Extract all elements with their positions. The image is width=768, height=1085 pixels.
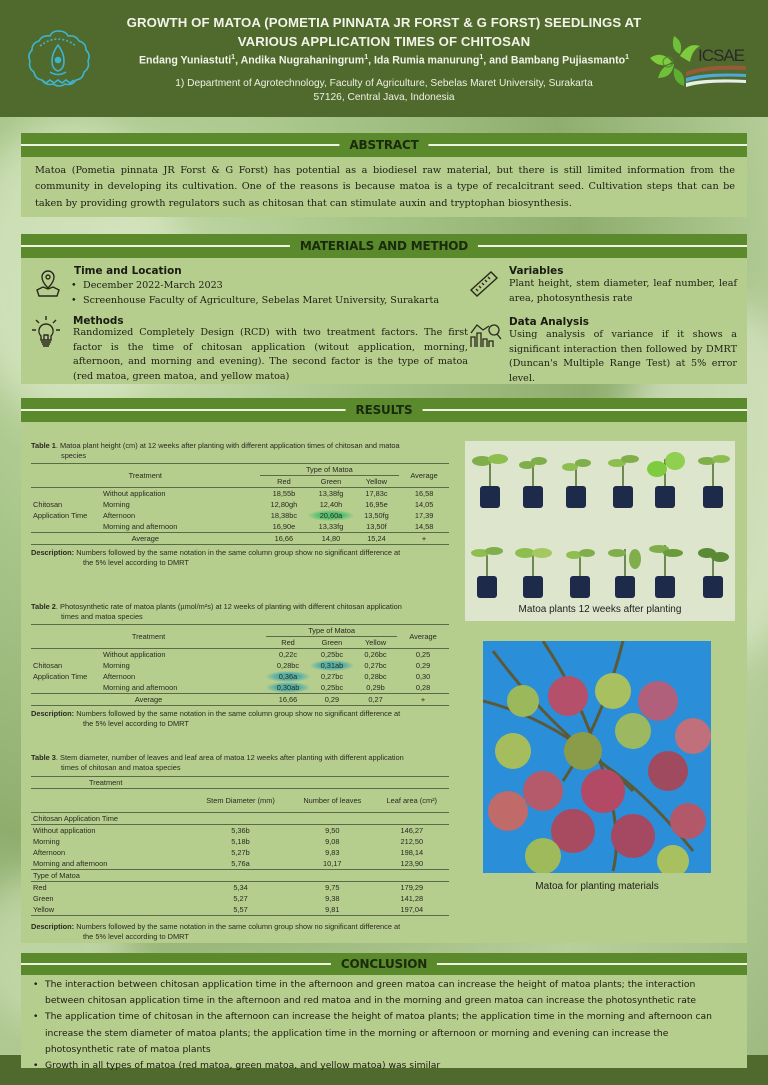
group-label: Chitosan Application Time: [33, 814, 119, 823]
caption-text: . Stem diameter, number of leaves and leaf area of matoa 12 weeks after planting with different application: [55, 753, 404, 762]
group-label-line: Chitosan: [33, 661, 63, 670]
group-label-line: Application Time: [33, 672, 88, 681]
photosynthetic-rate-table: [31, 624, 449, 706]
cell-average: 0,30: [415, 672, 431, 681]
header-yellow: Yellow: [365, 477, 387, 486]
row-label: Morning: [103, 661, 130, 670]
cell-average: 14,05: [414, 500, 434, 509]
cell-area: 197,04: [400, 905, 424, 914]
table-row: [31, 488, 449, 500]
cell-leaves: 9,75: [325, 883, 340, 892]
materials-heading: MATERIALS AND METHOD: [290, 236, 478, 256]
author-affiliation-mark: 1: [479, 54, 484, 61]
description-text: Numbers followed by the same notation in the same column group show no significant difference at: [76, 548, 401, 557]
abstract-text: Matoa (Pometia pinnata JR Forst & G Forst) has potential as a biodiesel raw material, but there is still limited information from the community in developing its cultivation. One of the reasons is because matoa is a type of recalcitrant seed. Cultivation steps that can be taken by providing growth regulators such as chitosan that can stimulate auxin and tryptophan biosynthesis.: [35, 165, 735, 209]
conclusion-list: [33, 977, 735, 1074]
analysis-title: Data Analysis: [509, 316, 589, 328]
cell-average: 0,29: [415, 661, 431, 670]
growth-parameters-table: [31, 776, 449, 916]
header-treatment: Treatment: [89, 778, 123, 787]
materials-section-bar: [21, 234, 747, 258]
fruit-photo-caption: Matoa for planting materials: [535, 881, 659, 892]
description-text-2: the 5% level according to DMRT: [83, 558, 189, 567]
caption-text-2: times of chitosan and matoa species: [61, 763, 181, 772]
table-label: Table 2: [31, 602, 56, 611]
table-1: [31, 441, 449, 568]
header-treatment: Treatment: [128, 471, 162, 480]
row-label: Average: [134, 695, 163, 704]
group-label: [31, 649, 101, 694]
cell-red: 12,80gh: [270, 500, 298, 509]
cell-red: 16,90e: [272, 522, 296, 531]
abstract-panel: [21, 133, 747, 217]
description-label: Description:: [31, 922, 75, 931]
cell-area: 146,27: [400, 826, 424, 835]
cell-green-highlighted: 20,60a: [308, 510, 353, 521]
cell-leaves: 10,17: [323, 859, 342, 868]
seedling-row-1: [472, 452, 730, 508]
cell-green: 0,25bc: [320, 683, 344, 692]
row-label: Morning and afternoon: [103, 522, 178, 531]
table-description: [31, 922, 449, 942]
table-label: Table 1: [31, 441, 56, 450]
caption-text: . Matoa plant height (cm) at 12 weeks after planting with different application times of chitosan and matoa: [55, 441, 400, 450]
poster-header: [0, 0, 768, 117]
methods-title: Methods: [73, 315, 124, 327]
cell-average: 17,39: [414, 511, 434, 520]
description-text-2: the 5% level according to DMRT: [83, 932, 189, 941]
group-label-line: Chitosan: [33, 500, 63, 509]
list-item: • The interaction between chitosan application time in the afternoon and green matoa can increase the height of matoa plants; the interaction between chitosan application time in the afternoon and red matoa and in the morning and green matoa can increase the photosynthetic rate: [33, 977, 735, 1009]
cell-green: 12,40h: [319, 500, 343, 509]
table-row: [31, 882, 449, 894]
table-group-row: [31, 870, 449, 882]
cell-stem: 5,76a: [231, 859, 250, 868]
header-red: Red: [281, 638, 295, 647]
row-label: Without application: [103, 489, 166, 498]
cell-leaves: 9,50: [325, 826, 340, 835]
cell-stem: 5,57: [233, 905, 248, 914]
table-header-row: [31, 625, 449, 637]
abstract-heading: ABSTRACT: [339, 135, 428, 155]
table-3: [31, 753, 449, 942]
results-heading: RESULTS: [346, 400, 423, 420]
table-header-row: [31, 789, 449, 813]
cell-green: 13,33fg: [318, 522, 344, 531]
time-location-list: [71, 279, 471, 308]
affiliation-line-1: 1) Department of Agrotechnology, Faculty of Agriculture, Sebelas Maret University, Surakarta: [175, 78, 593, 89]
description-label: Description:: [31, 548, 75, 557]
cell-leaves: 9,08: [325, 837, 340, 846]
variables-title: Variables: [509, 265, 564, 277]
map-pin-icon: [33, 268, 63, 298]
cell-red: 18,55b: [272, 489, 296, 498]
table-header-row: [31, 777, 449, 789]
table-row: [31, 858, 449, 870]
plant-height-table: [31, 463, 449, 545]
group-label: [31, 488, 101, 533]
table-row: [31, 904, 449, 916]
title-line-1: GROWTH OF MATOA (POMETIA PINNATA JR FORST & G FORST) SEEDLINGS AT: [126, 15, 642, 30]
poster-title: [100, 13, 668, 51]
separator: ,: [235, 54, 241, 67]
table-row: [31, 825, 449, 837]
list-item: • Screenhouse Faculty of Agriculture, Sebelas Maret University, Surakarta: [71, 294, 471, 309]
cell-average: +: [421, 534, 427, 543]
cell-red: 18,38bc: [270, 511, 298, 520]
row-label: Without application: [103, 650, 166, 659]
author-list: [100, 54, 668, 67]
table-average-row: [31, 533, 449, 545]
table-row: [31, 836, 449, 847]
conclusion-heading: CONCLUSION: [331, 954, 437, 974]
row-label: Morning and afternoon: [103, 683, 178, 692]
list-item: • December 2022-March 2023: [71, 279, 471, 294]
table-average-row: [31, 694, 449, 706]
cell-green: 13,38fg: [318, 489, 344, 498]
header-type-of-matoa: Type of Matoa: [266, 625, 397, 637]
description-text: Numbers followed by the same notation in the same column group show no significant difference at: [76, 709, 401, 718]
cell-green: 14,80: [321, 534, 341, 543]
cell-average: 14,58: [414, 522, 434, 531]
author: Andika Nugrahaningrum: [240, 54, 365, 67]
row-label: Afternoon: [103, 672, 136, 681]
cell-yellow: 0,29b: [366, 683, 385, 692]
cell-red: 0,22c: [278, 650, 298, 659]
list-item: • Growth in all types of matoa (red matoa, green matoa, and yellow matoa) was similar: [33, 1058, 735, 1074]
row-label: Afternoon: [33, 848, 66, 857]
analysis-text: Using analysis of variance if it shows a significant interaction then followed by DMRT (Duncan's Multiple Range Test) at 5% error level.: [509, 329, 737, 385]
description-label: Description:: [31, 709, 75, 718]
cell-average: 0,25: [415, 650, 431, 659]
description-text-2: the 5% level according to DMRT: [83, 719, 189, 728]
group-label: Type of Matoa: [33, 871, 80, 880]
cell-average: 0,28: [415, 683, 431, 692]
row-label: Yellow: [33, 905, 55, 914]
author-affiliation-mark: 1: [625, 54, 630, 61]
cell-red: 16,66: [278, 695, 298, 704]
cell-yellow: 15,24: [367, 534, 386, 543]
header-number-of-leaves: Number of leaves: [303, 796, 362, 805]
cell-green: 0,29: [324, 695, 340, 704]
header-average: Average: [409, 632, 437, 641]
table-row: [31, 893, 449, 904]
caption-text-2: times and matoa species: [61, 612, 143, 621]
cell-stem: 5,27b: [231, 848, 250, 857]
caption-text: . Photosynthetic rate of matoa plants (µmol/m²s) at 12 weeks of planting with different chitosan application: [55, 602, 402, 611]
header-type-of-matoa: Type of Matoa: [260, 464, 400, 476]
cell-area: 198,14: [400, 848, 424, 857]
variables-text: Plant height, stem diameter, leaf number, leaf area, photosynthesis rate: [509, 278, 737, 304]
abstract-section-bar: [21, 133, 747, 157]
author: Endang Yuniastuti: [138, 54, 232, 67]
table-2: [31, 602, 449, 729]
methods-text: Randomized Completely Design (RCD) with two treatment factors. The first factor is the time of chitosan application (witout application, morning, afternoon, and morning and evening). The second factor is the type of matoa (red matoa, green matoa, and yellow matoa): [73, 327, 468, 383]
separator: , and: [483, 54, 511, 67]
cell-red-highlighted: 0,30ab: [266, 682, 310, 694]
header-red: Red: [277, 477, 291, 486]
table-group-row: [31, 813, 449, 825]
cell-red-highlighted: 0,36a: [266, 671, 310, 682]
results-section-bar: [21, 398, 747, 422]
description-text: Numbers followed by the same notation in the same column group show no significant difference at: [76, 922, 401, 931]
affiliation-line-2: 57126, Central Java, Indonesia: [313, 92, 455, 103]
cell-red: 0,28bc: [276, 661, 300, 670]
header-yellow: Yellow: [364, 638, 387, 647]
table-header-row: [31, 464, 449, 476]
cell-yellow: 0,27: [368, 695, 383, 704]
seedling-pots-illustration: [465, 441, 735, 601]
table-caption: [31, 441, 449, 461]
author-affiliation-mark: 1: [231, 54, 236, 61]
seedlings-photo: [465, 441, 735, 621]
lightbulb-icon: [31, 314, 61, 350]
cell-area: 141,28: [400, 894, 424, 903]
cell-stem: 5,18b: [231, 837, 250, 846]
icsae-logo-icon: [644, 32, 754, 92]
row-label: Red: [33, 883, 47, 892]
table-caption: [31, 753, 449, 773]
cell-green-highlighted: 0,31ab: [310, 660, 354, 671]
cell-leaves: 9,81: [325, 905, 340, 914]
separator: ,: [368, 54, 374, 67]
time-location-title: Time and Location: [74, 265, 182, 277]
cell-yellow: 13,50f: [366, 522, 387, 531]
cell-stem: 5,36b: [231, 826, 250, 835]
table-caption: [31, 602, 449, 622]
cell-green: 0,27bc: [320, 672, 344, 681]
header-green: Green: [321, 638, 343, 647]
table-row: [31, 847, 449, 858]
header-average: Average: [410, 471, 438, 480]
list-item: • The application time of chitosan in the afternoon can increase the height of matoa plants; the application time in the morning and afternoon can increase the stem diameter of matoa plants; the application time in the morning or afternoon or morning and evening can increase the photosynthetic rate of matoa plants: [33, 1009, 735, 1058]
ruler-icon: [468, 268, 500, 298]
header-treatment: Treatment: [131, 632, 166, 641]
matoa-fruit-photo: [483, 641, 711, 873]
cell-area: 123,90: [400, 859, 424, 868]
results-panel: [21, 398, 747, 943]
conclusion-panel: [21, 953, 747, 1072]
cell-yellow: 16,95e: [365, 500, 388, 509]
author: Bambang Pujiasmanto: [510, 54, 626, 67]
caption-text-2: species: [61, 451, 87, 460]
icsae-logo-text: ICSAE: [698, 46, 745, 65]
author-affiliation-mark: 1: [364, 54, 369, 61]
university-seal-icon: [22, 28, 94, 90]
cell-average: +: [420, 695, 426, 704]
cell-area: 179,29: [400, 883, 424, 892]
cell-red: 16,66: [274, 534, 294, 543]
row-label: Afternoon: [103, 511, 136, 520]
cell-stem: 5,34: [233, 883, 248, 892]
row-label: Average: [131, 534, 159, 543]
seedlings-photo-caption: Matoa plants 12 weeks after planting: [518, 604, 682, 615]
cell-yellow: 0,28bc: [364, 672, 387, 681]
chart-magnifier-icon: [468, 319, 502, 349]
cell-yellow: 17,83c: [365, 489, 388, 498]
row-label: Green: [33, 894, 54, 903]
table-description: [31, 709, 449, 729]
row-label: Morning and afternoon: [33, 859, 108, 868]
cell-stem: 5,27: [233, 894, 248, 903]
title-line-2: VARIOUS APPLICATION TIMES OF CHITOSAN: [237, 34, 531, 49]
cell-green: 0,25bc: [320, 650, 344, 659]
group-label-line: Application Time: [33, 511, 88, 520]
cell-yellow: 0,27bc: [364, 661, 387, 670]
affiliation: [100, 77, 668, 105]
cell-leaves: 9,83: [325, 848, 340, 857]
cell-yellow: 13,50fg: [364, 511, 389, 520]
cell-leaves: 9,38: [325, 894, 340, 903]
row-label: Morning: [33, 837, 60, 846]
table-description: [31, 548, 449, 568]
cell-average: 16,58: [414, 489, 434, 498]
matoa-fruit-illustration: [483, 641, 711, 873]
author: Ida Rumia manurung: [373, 54, 480, 67]
seedling-row-2: [471, 545, 729, 598]
table-row: [31, 649, 449, 661]
cell-area: 212,50: [400, 837, 424, 846]
conclusion-section-bar: [21, 953, 747, 975]
header-leaf-area: Leaf area (cm²): [386, 796, 438, 805]
row-label: Without application: [33, 826, 96, 835]
materials-panel: [21, 234, 747, 384]
header-stem-diameter: Stem Diameter (mm): [206, 796, 275, 805]
table-label: Table 3: [31, 753, 56, 762]
cell-yellow: 0,26bc: [364, 650, 387, 659]
row-label: Morning: [103, 500, 130, 509]
header-green: Green: [320, 477, 342, 486]
